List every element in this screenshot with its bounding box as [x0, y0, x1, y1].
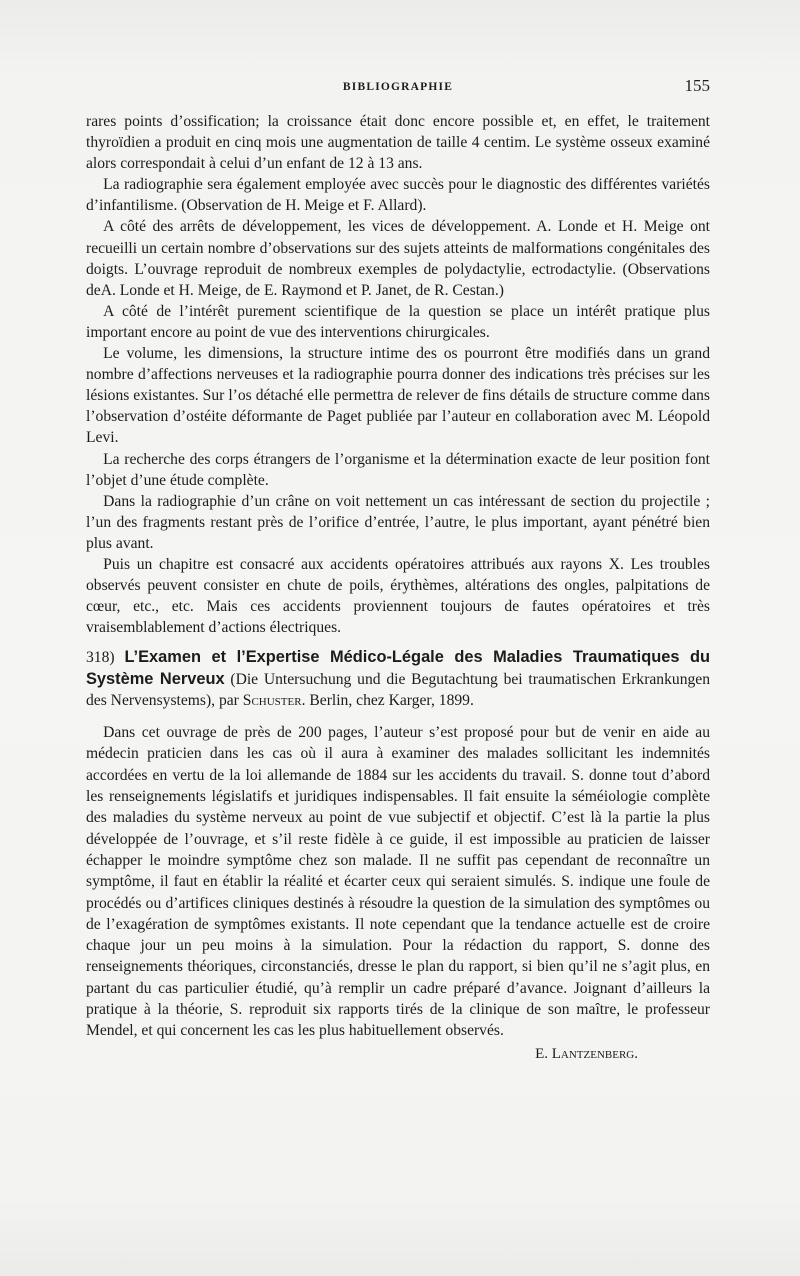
- entry-publisher: . Berlin, chez Karger, 1899.: [301, 691, 474, 709]
- entry-details: (Die Untersuchung und die Begutachtung bei traumatischen Erkrankungen des Nervensystems), par: [86, 670, 711, 709]
- entry-author: Schuster: [242, 691, 302, 709]
- paragraph-affections-nerveuses: Le volume, les dimensions, la structure intime des os pourront être modifiés dans un grand nombre d’affections nerveuses et la radiographie pourra donner des indications très précises sur les lésions existantes. Sur l’os détaché elle permettra de relever de fins détails de structure comme dans l’observation d’ostéite déformante de Paget publiée par l’auteur en collaboration avec M. Léopold Levi.: [86, 345, 710, 447]
- paragraph-corps-etrangers: La recherche des corps étrangers de l’organisme et la détermination exacte de leur position font l’objet d’une étude complète.: [86, 450, 710, 489]
- paragraph-accidents-rayons-x: Puis un chapitre est consacré aux accidents opératoires attribués aux rayons X. Les troubles observés peuvent consister en chute de poils, érythèmes, altérations des ongles, palpitations de cœur, etc., etc. Mais ces accidents proviennent toujours de fautes opératoires et très vraisemblablement d’actions électriques.: [86, 555, 710, 637]
- review-paragraph: Dans cet ouvrage de près de 200 pages, l’auteur s’est proposé pour but de venir en aide au médecin praticien dans les cas où il aura à examiner des malades sollicitant les indemnités accordées en vertu de la loi allemande de 1884 sur les accidents du travail. S. donne tout d’abord les renseignements législatifs et juridiques indispensables. Il fait ensuite la séméiologie complète des maladies du système nerveux au point de vue subjectif et objectif. C’est là la partie la plus développée de l’ouvrage, et s’il reste fidèle à ce guide, il est impossible au praticien de laisser échapper le moindre symptôme chez son malade. Il ne suffit pas cependant de reconnaître un symptôme, il faut en établir la réalité et écarter ceux qui seraient simulés. S. indique une foule de procédés ou d’artifices cliniques destinés à résoudre la question de la simulation des symptômes ou de l’exagération de symptômes existants. Il note cependant que la tendance actuelle est de croire chaque jour un peu moins à la simulation. Pour la rédaction du rapport, S. donne des renseignements théoriques, circonstanciés, dresse le plan du rapport, si bien qu’il ne s’agit plus, en partant du cas particulier étudié, qu’à remplir un cadre préparé d’avance. Joignant d’ailleurs la pratique à la théorie, S. reproduit six rapports tirés de la clinique de son maître, le professeur Mendel, et qui concernent les cas les plus habituellement observés.: [86, 724, 710, 1040]
- paragraph-crane: Dans la radiographie d’un crâne on voit nettement un cas intéressant de section du projectile ; l’un des fragments restant près de l’orifice d’entrée, l’autre, le plus important, ayant pénétré bien plus avant.: [86, 492, 710, 552]
- paragraph-infantilisme: La radiographie sera également employée avec succès pour le diagnostic des différentes variétés d’infantilisme. (Observation de H. Meige et F. Allard).: [86, 176, 710, 215]
- page-body: [86, 111, 710, 1065]
- entry-number: 318): [86, 649, 115, 667]
- review: [86, 722, 710, 1041]
- bibliography-entry-318: [86, 647, 710, 711]
- page-header: [86, 78, 710, 100]
- paragraph-malformations: A côté des arrêts de développement, les vices de développement. A. Londe et H. Meige ont recueilli un certain nombre d’observations sur des sujets atteints de malformations congénitales des doigts. L’ouvrage reproduit de nombreux exemples de polydactylie, ectrodactylie. (Observations deA. Londe et H. Meige, de E. Raymond et P. Janet, de R. Cestan.): [86, 218, 710, 299]
- reviewer-signature: E. Lantzenberg.: [535, 1045, 638, 1062]
- paragraph-interet-pratique: A côté de l’intérêt purement scientifique de la question se place un intérêt pratique plus important encore au point de vue des interventions chirurgicales.: [86, 302, 710, 341]
- paragraph-ossification: rares points d’ossification; la croissance était donc encore possible et, en effet, le traitement thyroïdien a produit en cinq mois une augmentation de taille 4 centim. Le système osseux examiné alors correspondait à celui d’un enfant de 12 à 13 ans.: [86, 113, 710, 173]
- page-number: 155: [684, 76, 710, 95]
- entry-title: L’Examen et l’Expertise Médico-Légale des Maladies Traumatiques du Système Nerveux: [86, 648, 710, 688]
- running-title: BIBLIOGRAPHIE: [342, 81, 454, 93]
